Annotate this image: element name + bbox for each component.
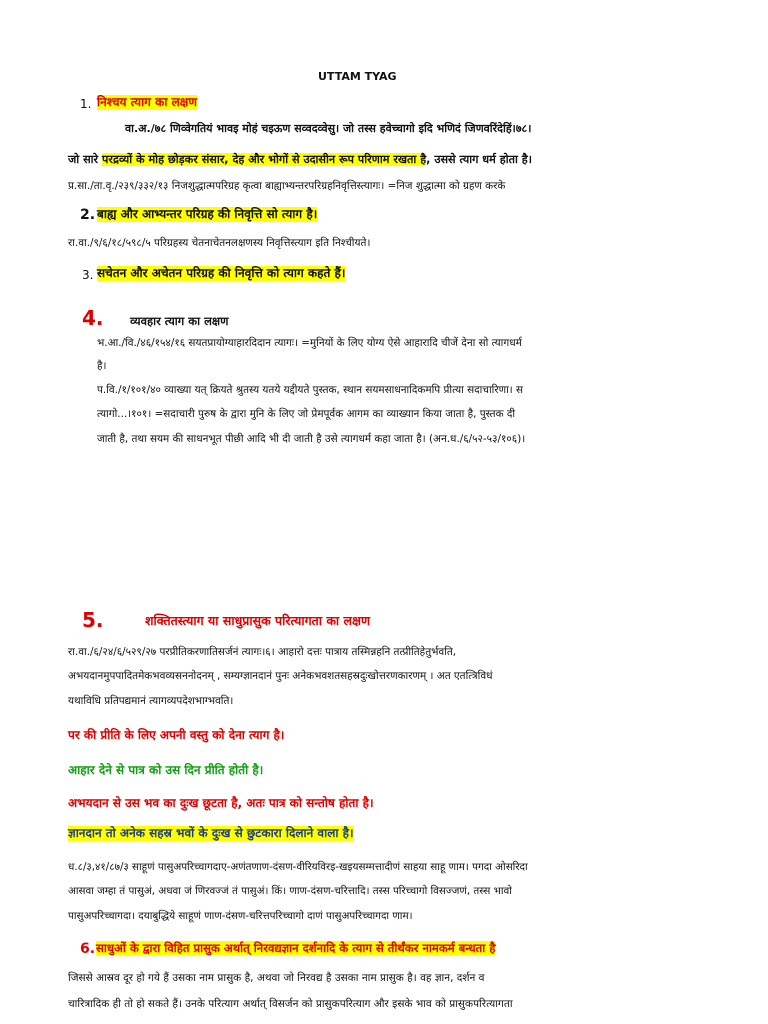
section-1-verse: वा.अ./७८ णिव्वेगतियं भावइ मोहं चइऊण सव्वदव्वेसु। जो तस्स हवेच्चागो इदि भणिदं जिणवरिंदेहिं।७८। (125, 122, 532, 135)
section-5-reference-line-1: रा.वा./६/२४/६/५२९/२७ परप्रीतिकरणातिसर्जनं त्यागः।६। आहारो दत्तः पात्राय तस्मिन्नहनि तत्प्रीतिहेतुर्भवति, (68, 646, 457, 658)
section-4-heading: व्यवहार त्याग का लक्षण (130, 314, 229, 328)
section-4-number: 4. (82, 306, 104, 330)
section-5-number: 5. (82, 608, 104, 632)
section-5-red-line-2: अभयदान से उस भव का दुःख छूटता है, अतः पात्र को सन्तोष होता है। (68, 796, 374, 810)
section-4-para-2-line-2: त्यागो...।१०१। =सदाचारी पुरुष के द्वारा मुनि के लिए जो प्रेमपूर्वक आगम का व्याख्यान किया जाता है, पुस्तक दी (97, 408, 516, 420)
section-5-quote-line-1: ध.८/३,४१/८७/३ साहूणं पासुअपरिच्चागदाए-अणंतणाण-दंसण-वीरियविरइ-खइयसम्मत्तादीणं साहया साहू णाम। पगदा ओसरिदा (68, 861, 528, 873)
section-2-number: 2. (80, 207, 96, 223)
section-5-red-line-1: पर की प्रीति के लिए अपनी वस्तु को देना त्याग है। (68, 728, 285, 742)
section-5-reference-line-2: अभयदानमुपपादितमेकभवव्यसननोदनम् , सम्यग्ज्ञानदानं पुनः अनेकभवशतसहस्रदुःखोत्तरणकारणम् । अत एतत्त्रिविधं (68, 670, 493, 682)
section-5-quote-line-2: आसवा जम्हा तं पासुअं, अधवा जं णिरवज्जं तं पासुअं। किं। णाण-दंसण-चरित्तादि। तस्स परिच्चागो विसज्जणं, तस्स भावो (68, 885, 512, 897)
section-2-reference: रा.वा./९/६/१८/५९८/५ परिग्रहस्य चेतनाचेतनलक्षणस्य निवृत्तिस्त्याग इति निश्चीयते। (68, 237, 371, 249)
section-1-reference: प्र.सा./ता.वृ./२३९/३३२/१३ निजशुद्धात्मपरिग्रह कृत्वा बाह्याभ्यन्तरपरिग्रहनिवृत्तिस्त्यागः। =निज शुद्धात्मा को ग्रहण करके (68, 180, 506, 192)
section-5-heading: शक्तितस्त्याग या साधुप्रासुक परित्यागता का लक्षण (145, 613, 370, 628)
section-6-line-2: चारित्रादिक ही तो हो सकते हैं। उनके परित्याग अर्थात् विसर्जन को प्रासुकपरित्याग और इसके भाव को प्रासुकपरित्यागता (68, 998, 513, 1010)
section-6-line-1: जिससे आस्रव दूर हो गये हैं उसका नाम प्रासुक है, अथवा जो निरवद्य है उसका नाम प्रासुक है। वह ज्ञान, दर्शन व (68, 972, 485, 984)
section-4-para-2-line-3: जाती है, तथा सयम की साधनभूत पीछी आदि भी दी जाती है उसे त्यागधर्म कहा जाता है। (अन.ध./६/५२-५३/१०६)। (97, 433, 526, 445)
section-3-heading: सचेतन और अचेतन परिग्रह की निवृत्ति को त्याग कहते हैं। (97, 266, 346, 280)
section-6-heading: साधुओं के द्वारा विहित प्रासुक अर्थात् निरवद्यज्ञान दर्शनादि के त्याग से तीर्थंकर नामकर्म बन्धता है (96, 941, 496, 955)
section-2-heading: बाह्य और आभ्यन्तर परिग्रह की निवृत्ति सो त्याग है। (97, 207, 318, 221)
section-4-para-1-line-1: भ.आ./वि./४६/१५४/१६ सयतप्रायोग्याहारदिदान त्यागः। =मुनियों के लिए योग्य ऐसे आहारादि चीजें देना सो त्यागधर्म (97, 337, 522, 349)
section-6-number: 6. (80, 941, 96, 957)
section-4-para-1-line-2: है। (97, 360, 107, 372)
section-1-line-start: जो सारे (68, 153, 103, 166)
section-1-line-highlight: परद्रव्यों के मोह छोड़कर संसार, देह और भोगों से उदासीन रूप परिणाम रखता है (102, 153, 427, 166)
section-1-line (68, 153, 532, 167)
section-3-number: 3. (82, 268, 94, 282)
section-1-number: 1. (80, 97, 92, 111)
page-title: UTTAM TYAG (318, 70, 397, 83)
section-5-reference-line-3: यथाविधि प्रतिपद्यमानं त्यागव्यपदेशभाग्भवति। (68, 695, 234, 707)
section-5-green-line: आहार देने से पात्र को उस दिन प्रीति होती है। (68, 763, 264, 777)
section-1-heading: निश्चय त्याग का लक्षण (97, 95, 198, 109)
section-5-quote-line-3: पासुअपरिच्चागदा। दयाबुद्धिये साहूणं णाण-दंसण-चरित्तपरिच्चागो दाणं पासुअपरिच्चागदा णाम। (68, 910, 413, 922)
section-1-line-end: , उससे त्याग धर्म होता है। (426, 153, 532, 166)
section-5-highlight-line: ज्ञानदान तो अनेक सहस्र भवों के दुःख से छुटकारा दिलाने वाला है। (68, 826, 354, 840)
section-4-para-2-line-1: प.वि./१/१०१/४० व्याख्या यत् क्रियते श्रुतस्य यतये यद्दीयते पुस्तक, स्थान सयमसाधनादिकमपि प्रीत्या सदाचारिणा। स (97, 384, 524, 396)
